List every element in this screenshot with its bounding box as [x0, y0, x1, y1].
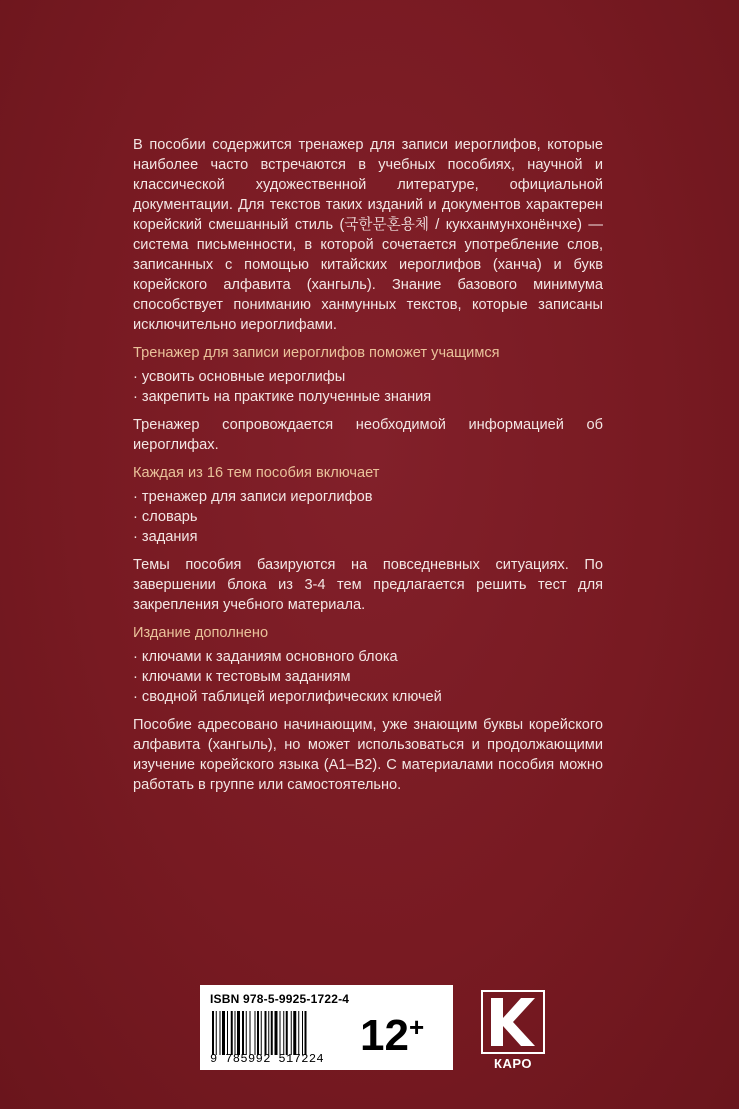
supplement-list — [133, 647, 603, 707]
barcode-icon — [212, 1011, 340, 1055]
topics-paragraph: Темы пособия базируются на повседневных ситуациях. По завершении блока из 3-4 тем предлагается решить тест для закрепления учебного материала. — [133, 557, 603, 613]
topic-contents-list — [133, 487, 603, 547]
list-item: · сводной таблицей иероглифических ключей — [133, 687, 603, 707]
age-rating-plus: + — [408, 1012, 425, 1042]
trainer-benefits-list — [133, 367, 603, 407]
age-rating — [360, 1003, 424, 1060]
list-item: · усвоить основные иероглифы — [133, 367, 603, 387]
isbn-digits: 9 785992 517224 — [210, 1052, 325, 1066]
age-rating-number: 12 — [360, 1011, 409, 1060]
list-item: · словарь — [133, 507, 603, 527]
list-item: · ключами к заданиям основного блока — [133, 647, 603, 667]
list-item: · закрепить на практике полученные знания — [133, 387, 603, 407]
section-heading-supplement: Издание дополнено — [133, 625, 269, 641]
trainer-info-paragraph: Тренажер сопровождается необходимой информацией об иероглифах. — [133, 417, 603, 453]
audience-paragraph: Пособие адресовано начинающим, уже знающим буквы корейского алфавита (хангыль), но может использоваться и продолжающими изучение корейского языка (A1–B2). С материалами пособия можно работать в группе или самостоятельно. — [133, 717, 603, 793]
publisher-name: КАРО — [494, 1056, 532, 1071]
list-item: · тренажер для записи иероглифов — [133, 487, 603, 507]
cover-text — [133, 135, 603, 803]
section-heading-trainer: Тренажер для записи иероглифов поможет учащимся — [133, 345, 500, 361]
list-item: · задания — [133, 527, 603, 547]
list-item: · ключами к тестовым заданиям — [133, 667, 603, 687]
section-heading-topics: Каждая из 16 тем пособия включает — [133, 465, 380, 481]
isbn-barcode-label — [200, 985, 453, 1070]
isbn-text: ISBN 978-5-9925-1722-4 — [210, 992, 350, 1006]
intro-paragraph: В пособии содержится тренажер для записи иероглифов, которые наиболее часто встречаются в учебных пособиях, научной и классической художественной литературе, официальной документации. Для текстов таких изданий и документов характерен корейский смешанный стиль (국한문혼용체 / кукханмунхонёнчхе) — система письменности, в которой сочетается употребление слов, записанных с помощью китайских иероглифов (ханча) и букв корейского алфавита (хангыль). Знание базового минимума способствует пониманию ханмунных текстов, которые записаны исключительно иероглифами. — [133, 137, 603, 333]
